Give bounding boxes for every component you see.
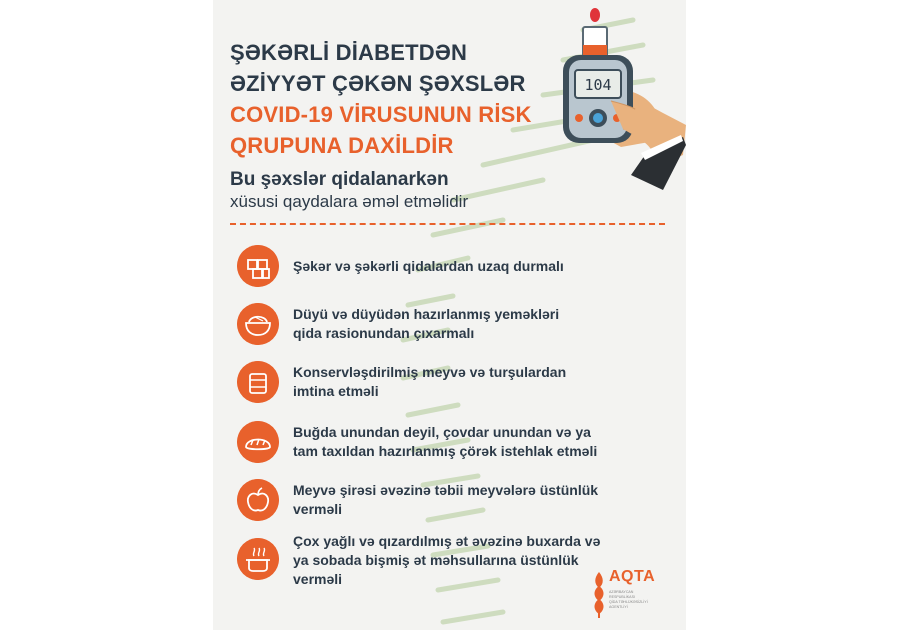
logo-subtext — [609, 590, 677, 610]
infographic-poster — [213, 0, 686, 630]
wheat-logo-icon — [590, 570, 608, 618]
logo-name: AQTA — [609, 568, 656, 585]
rule-text — [293, 423, 663, 461]
sugar-cubes-icon — [237, 245, 279, 287]
rule-text-line: Çox yağlı və qızardılmış ət əvəzinə buxarda və — [293, 533, 601, 549]
rule-text-line: Konservləşdirilmiş meyvə və turşulardan — [293, 364, 567, 380]
rule-text — [293, 481, 663, 519]
dashed-divider — [230, 223, 665, 225]
glucose-meter-hand-illustration — [553, 5, 686, 190]
rule-text — [293, 363, 663, 401]
rule-text-line: Şəkər və şəkərli qidalardan uzaq durmalı — [293, 258, 564, 274]
headline-line-2: ƏZİYYƏT ÇƏKƏN ŞƏXSLƏR — [230, 71, 526, 96]
headline-line-3: COVID-19 VİRUSUNUN RİSK — [230, 102, 532, 127]
logo-subtext-line: RESPUBLİKASI — [609, 595, 635, 599]
rule-text-line: Düyü və düyüdən hazırlanmış yeməkləri — [293, 306, 560, 322]
canned-food-icon — [237, 361, 279, 403]
logo-subtext-line: QİDA TƏHLÜKƏSİZLİYİ — [609, 600, 648, 604]
rice-bowl-icon — [237, 303, 279, 345]
rule-text-line: verməli — [293, 501, 343, 517]
rule-text-line: verməli — [293, 571, 343, 587]
rule-text — [293, 305, 663, 343]
headline — [230, 37, 532, 161]
rule-text-line: ya sobada bişmiş ət məhsullarına üstünlük — [293, 552, 579, 568]
bread-icon — [237, 421, 279, 463]
headline-line-1: ŞƏKƏRLİ DİABETDƏN — [230, 40, 468, 65]
meter-reading-text: 104 — [584, 76, 612, 94]
rule-text-line: qida rasionundan çıxarmalı — [293, 325, 475, 341]
subtitle-normal: xüsusi qaydalara əməl etməlidir — [230, 192, 469, 211]
rule-text-line: imtina etməli — [293, 383, 379, 399]
rule-text-line: tam taxıldan hazırlanmış çörək istehlak etməli — [293, 443, 598, 459]
rule-text-line: Meyvə şirəsi əvəzinə təbii meyvələrə üstünlük — [293, 482, 599, 498]
headline-line-4: QRUPUNA DAXİLDİR — [230, 133, 454, 158]
logo-subtext-line: AZƏRBAYCAN — [609, 590, 634, 594]
aqta-logo — [590, 568, 680, 624]
subtitle-bold: Bu şəxslər qidalanarkən — [230, 169, 449, 190]
rule-text-line: Buğda unundan deyil, çovdar unundan və ya — [293, 424, 591, 440]
apple-icon — [237, 479, 279, 521]
rule-text — [293, 257, 663, 276]
logo-subtext-line: AGENTLİYİ — [609, 605, 628, 609]
subtitle — [230, 168, 468, 213]
cooking-pot-icon — [237, 538, 279, 580]
